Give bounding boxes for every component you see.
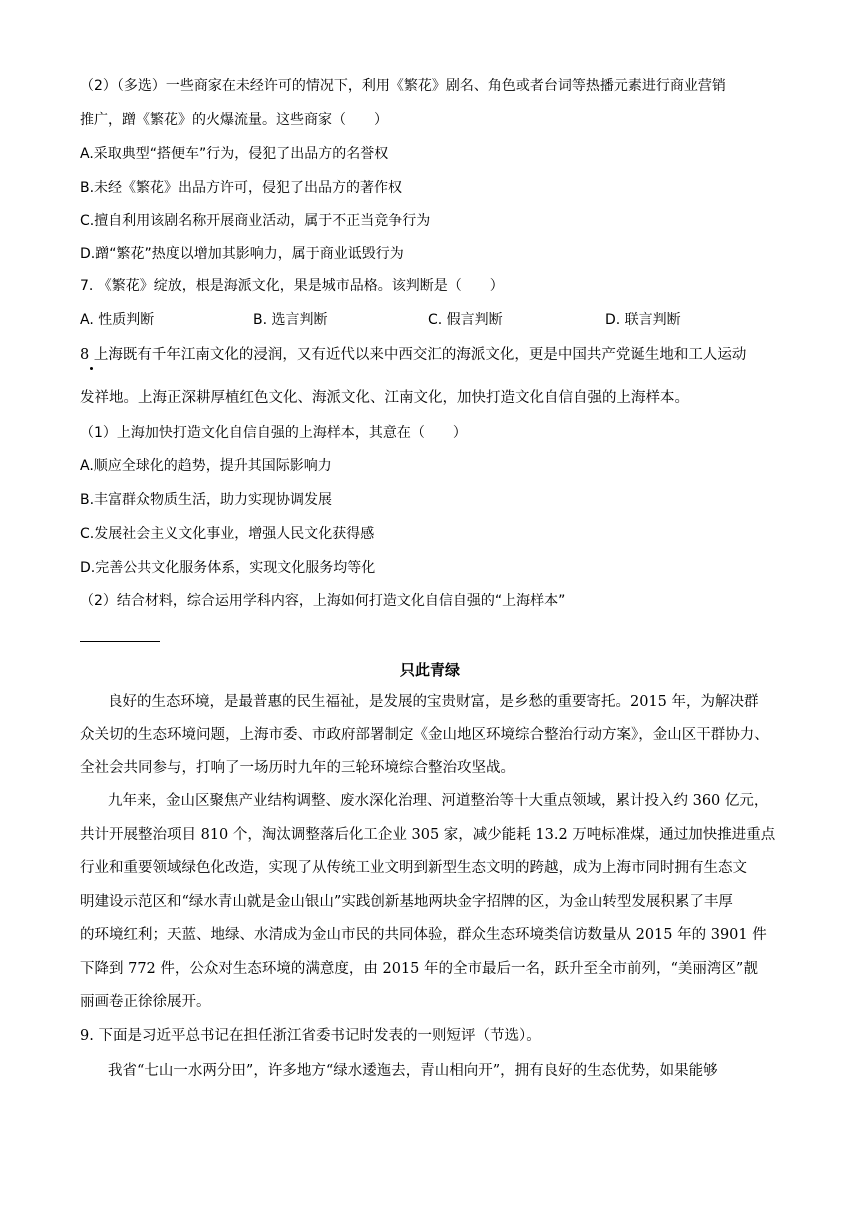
q6-option-c: C.擅自利用该剧名称开展商业活动，属于不正当竞争行为 [80, 213, 431, 229]
q9-stem: 9. 下面是习近平总书记在担任浙江省委书记时发表的一则短评（节选）。 [80, 1028, 541, 1044]
q9-quote-line1: 我省“七山一水两分田”，许多地方“绿水逶迤去，青山相向开”，拥有良好的生态优势，如果能够 [108, 1063, 718, 1079]
q8-option-c: C.发展社会主义文化事业，增强人民文化获得感 [80, 526, 375, 542]
q8-option-b: B.丰富群众物质生活，助力实现协调发展 [80, 492, 333, 508]
q8-number-dot [90, 367, 93, 370]
article-p2-line6: 下降到 772 件，公众对生态环境的满意度，由 2015 年的全市最后一名，跃升至全市前列，“美丽湾区”靓 [80, 961, 758, 977]
q8-part2-stem: （2）结合材料，综合运用学科内容，上海如何打造文化自信自强的“上海样本” [80, 593, 566, 609]
q8-option-a: A.顺应全球化的趋势，提升其国际影响力 [80, 458, 332, 474]
q8-stem-line1: 8 上海既有千年江南文化的浸润，又有近代以来中西交汇的海派文化，更是中国共产党诞生地和工人运动 [80, 347, 747, 363]
article-p2-line5: 的环境红利；天蓝、地绿、水清成为金山市民的共同体验，群众生态环境类信访数量从 2015 年的 3901 件 [80, 927, 767, 943]
q7-option-a: A. 性质判断 [80, 312, 155, 328]
q6-part2-stem-line1: （2）（多选）一些商家在未经许可的情况下，利用《繁花》剧名、角色或者台词等热播元素进行商业营销 [80, 78, 726, 94]
q6-option-a: A.采取典型“搭便车”行为，侵犯了出品方的名誉权 [80, 146, 389, 162]
q6-option-b: B.未经《繁花》出品方许可，侵犯了出品方的著作权 [80, 180, 403, 196]
q8-part1-stem: （1）上海加快打造文化自信自强的上海样本，其意在（ ） [80, 425, 467, 441]
answer-line [80, 641, 160, 642]
article-p1-line3: 全社会共同参与，打响了一场历时九年的三轮环境综合整治攻坚战。 [80, 760, 515, 776]
article-p2-line4: 明建设示范区和“绿水青山就是金山银山”实践创新基地两块金字招牌的区，为金山转型发展积累了丰厚 [80, 894, 733, 910]
q8-stem-line2: 发祥地。上海正深耕厚植红色文化、海派文化、江南文化，加快打造文化自信自强的上海样本。 [80, 390, 689, 406]
article-p2-line2: 共计开展整治项目 810 个，淘汰调整落后化工企业 305 家，减少能耗 13.2 万吨标准煤，通过加快推进重点 [80, 827, 776, 843]
q7-stem: 7. 《繁花》绽放，根是海派文化，果是城市品格。该判断是（ ） [80, 278, 504, 294]
q7-option-d: D. 联言判断 [605, 312, 681, 328]
q7-option-b: B. 选言判断 [253, 312, 328, 328]
q8-option-d: D.完善公共文化服务体系，实现文化服务均等化 [80, 560, 376, 576]
article-p2-line3: 行业和重要领域绿色化改造，实现了从传统工业文明到新型生态文明的跨越，成为上海市同时拥有生态文 [80, 860, 747, 876]
article-p2-line1: 九年来，金山区聚焦产业结构调整、废水深化治理、河道整治等十大重点领域，累计投入约 360 亿元， [108, 793, 769, 809]
article-p1-line1: 良好的生态环境，是最普惠的民生福祉，是发展的宝贵财富，是乡愁的重要寄托。2015 年，为解决群 [108, 694, 759, 710]
q6-part2-stem-line2: 推广，蹭《繁花》的火爆流量。这些商家（ ） [80, 112, 388, 128]
q7-option-c: C. 假言判断 [428, 312, 503, 328]
q6-option-d: D.蹭“繁花”热度以增加其影响力，属于商业诋毁行为 [80, 246, 404, 262]
article-title: 只此青绿 [399, 661, 460, 679]
article-p1-line2: 众关切的生态环境问题，上海市委、市政府部署制定《金山地区环境综合整治行动方案》，金山区干群协力、 [80, 727, 769, 743]
article-p2-line7: 丽画卷正徐徐展开。 [80, 994, 211, 1010]
